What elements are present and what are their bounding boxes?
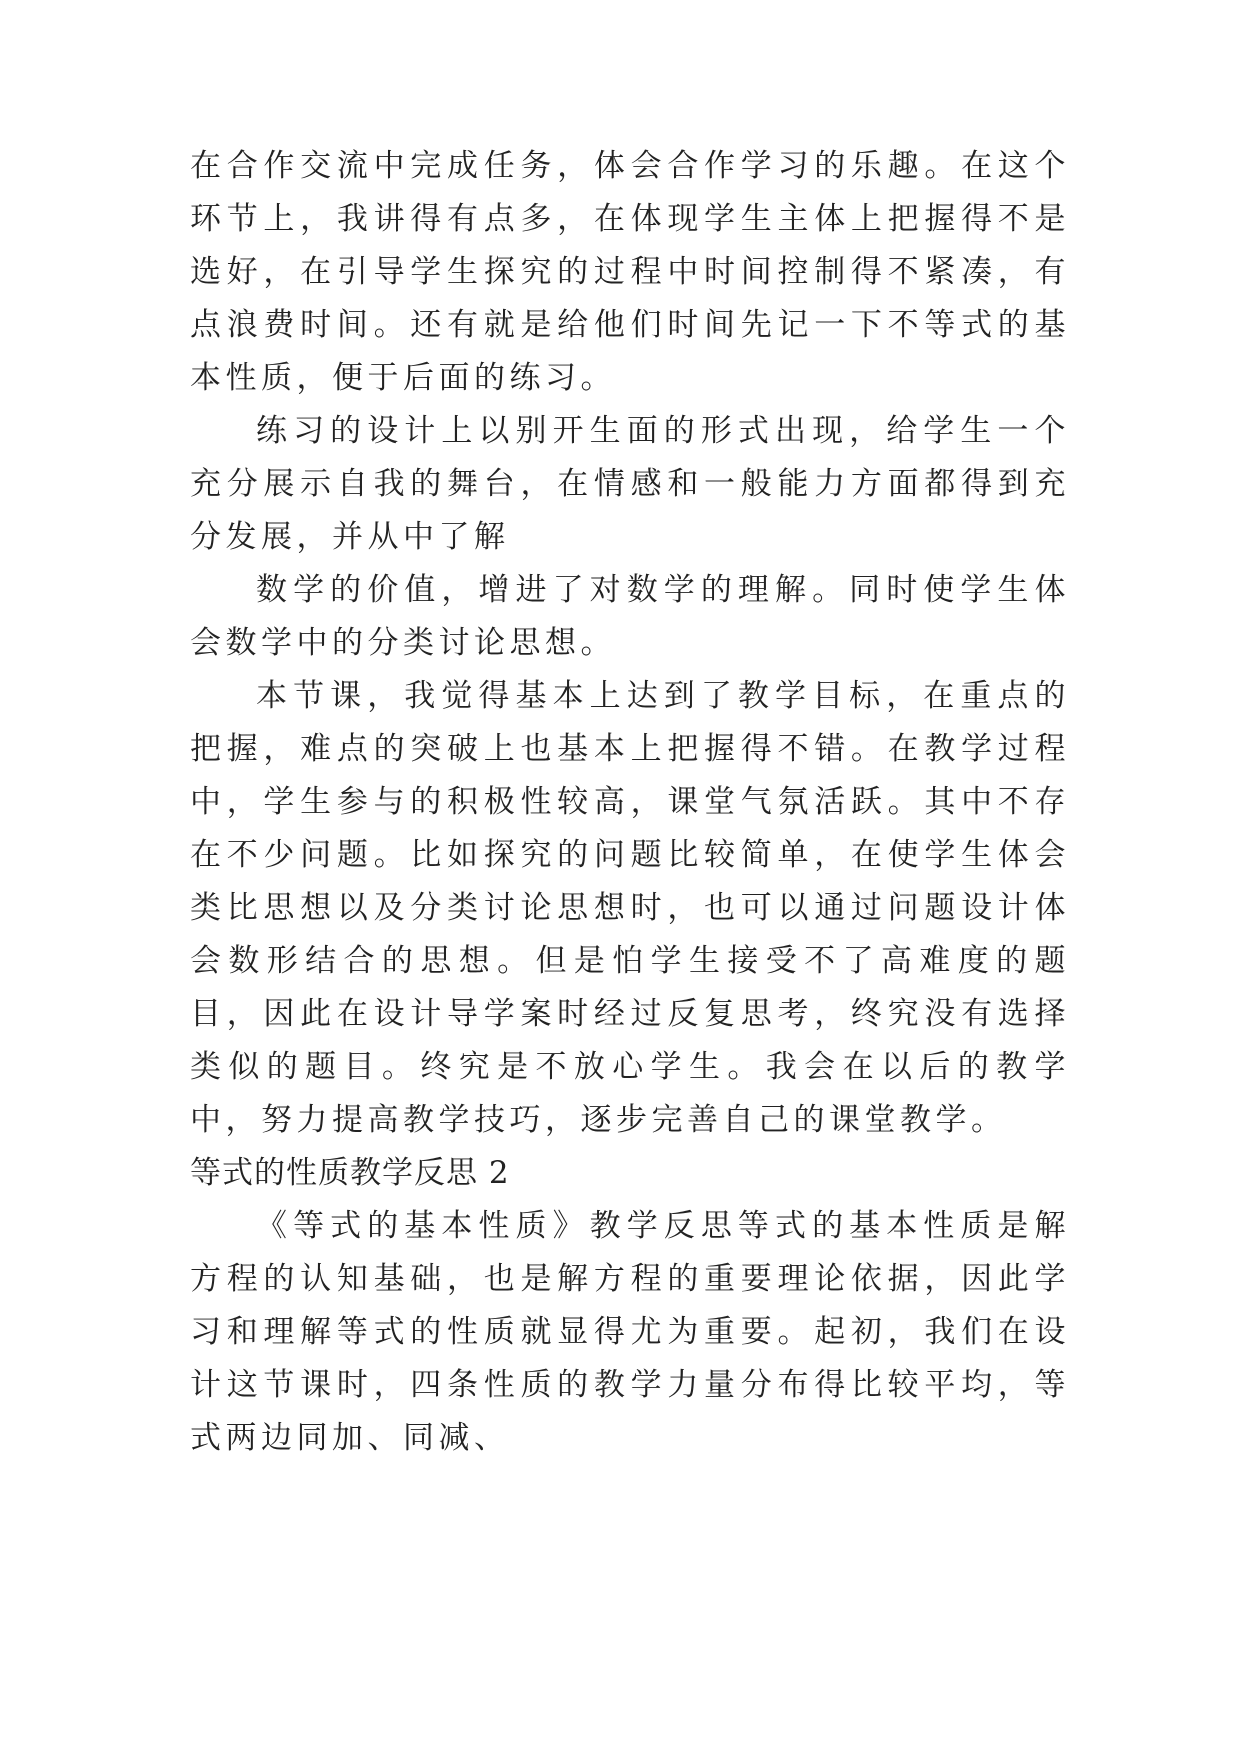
paragraph-continuation: 在合作交流中完成任务，体会合作学习的乐趣。在这个环节上，我讲得有点多，在体现学生主体上把握得不是选好，在引导学生探究的过程中时间控制得不紧凑，有点浪费时间。还有就是给他们时间先记一下不等式的基本性质，便于后面的练习。 bbox=[190, 148, 1070, 396]
paragraph-lesson-summary: 本节课，我觉得基本上达到了教学目标，在重点的把握，难点的突破上也基本上把握得不错。在教学过程中，学生参与的积极性较高，课堂气氛活跃。其中不存在不少问题。比如探究的问题比较简单，在使学生体会类比思想以及分类讨论思想时，也可以通过问题设计体会数形结合的思想。但是怕学生接受不了高难度的题目，因此在设计导学案时经过反复思考，终究没有选择类似的题目。终究是不放心学生。我会在以后的教学中，努力提高教学技巧，逐步完善自己的课堂教学。 bbox=[190, 678, 1070, 1138]
paragraph-math-value: 数学的价值，增进了对数学的理解。同时使学生体会数学中的分类讨论思想。 bbox=[190, 572, 1070, 661]
section-heading: 等式的性质教学反思 2 bbox=[190, 1155, 510, 1191]
document-body bbox=[190, 140, 1070, 1465]
paragraph-section-intro: 《等式的基本性质》教学反思等式的基本性质是解方程的认知基础，也是解方程的重要理论依据，因此学习和理解等式的性质就显得尤为重要。起初，我们在设计这节课时，四条性质的教学力量分布得比较平均，等式两边同加、同减、 bbox=[190, 1208, 1070, 1456]
paragraph-exercise-design: 练习的设计上以别开生面的形式出现，给学生一个充分展示自我的舞台，在情感和一般能力方面都得到充分发展，并从中了解 bbox=[190, 413, 1070, 555]
